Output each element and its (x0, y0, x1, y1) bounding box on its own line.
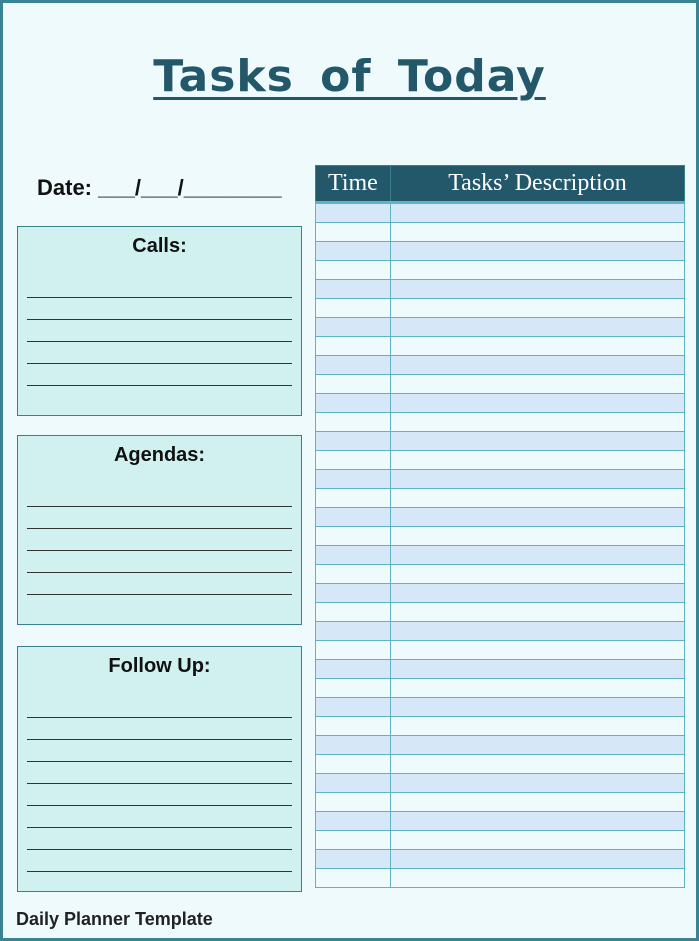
description-cell[interactable] (390, 869, 684, 888)
writing-line[interactable] (27, 364, 292, 386)
writing-line[interactable] (27, 828, 292, 850)
writing-line[interactable] (27, 342, 292, 364)
writing-line[interactable] (27, 298, 292, 320)
time-cell[interactable] (316, 394, 391, 413)
table-row (316, 565, 685, 584)
description-cell[interactable] (390, 736, 684, 755)
table-row (316, 812, 685, 831)
table-row (316, 603, 685, 622)
time-cell[interactable] (316, 280, 391, 299)
time-cell[interactable] (316, 831, 391, 850)
table-row (316, 375, 685, 394)
table-row (316, 698, 685, 717)
writing-line[interactable] (27, 551, 292, 573)
writing-line[interactable] (27, 507, 292, 529)
table-row (316, 299, 685, 318)
description-cell[interactable] (390, 451, 684, 470)
table-row (316, 622, 685, 641)
time-cell[interactable] (316, 413, 391, 432)
writing-line[interactable] (27, 485, 292, 507)
footer-label: Daily Planner Template (16, 909, 213, 929)
time-cell[interactable] (316, 698, 391, 717)
description-cell[interactable] (390, 698, 684, 717)
table-row (316, 850, 685, 869)
description-column-header: Tasks’ Description (390, 166, 684, 203)
follow-up-heading: Follow Up: (108, 655, 211, 677)
agendas-lines (18, 485, 301, 595)
table-row (316, 755, 685, 774)
description-cell[interactable] (390, 755, 684, 774)
description-cell[interactable] (390, 679, 684, 698)
writing-line[interactable] (27, 762, 292, 784)
table-row (316, 261, 685, 280)
description-cell[interactable] (390, 432, 684, 451)
time-cell[interactable] (316, 203, 391, 223)
time-cell[interactable] (316, 850, 391, 869)
description-cell[interactable] (390, 223, 684, 242)
writing-line[interactable] (27, 696, 292, 718)
description-cell[interactable] (390, 831, 684, 850)
description-cell[interactable] (390, 203, 684, 223)
agendas-box (17, 435, 302, 625)
table-row (316, 736, 685, 755)
table-row (316, 432, 685, 451)
table-row (316, 242, 685, 261)
table-row (316, 774, 685, 793)
description-cell[interactable] (390, 280, 684, 299)
writing-line[interactable] (27, 850, 292, 872)
table-row (316, 394, 685, 413)
time-cell[interactable] (316, 337, 391, 356)
time-cell[interactable] (316, 318, 391, 337)
table-row (316, 413, 685, 432)
description-cell[interactable] (390, 356, 684, 375)
time-cell[interactable] (316, 679, 391, 698)
table-row (316, 717, 685, 736)
time-cell[interactable] (316, 660, 391, 679)
description-cell[interactable] (390, 489, 684, 508)
time-cell[interactable] (316, 603, 391, 622)
description-cell[interactable] (390, 470, 684, 489)
time-cell[interactable] (316, 641, 391, 660)
time-cell[interactable] (316, 793, 391, 812)
time-column-header: Time (316, 166, 391, 203)
description-cell[interactable] (390, 622, 684, 641)
time-cell[interactable] (316, 489, 391, 508)
table-row (316, 451, 685, 470)
calls-box (17, 226, 302, 416)
description-cell[interactable] (390, 337, 684, 356)
writing-line[interactable] (27, 320, 292, 342)
table-row (316, 831, 685, 850)
table-row (316, 356, 685, 375)
date-field[interactable]: Date: ___/___/________ (37, 175, 282, 200)
time-cell[interactable] (316, 375, 391, 394)
description-cell[interactable] (390, 261, 684, 280)
description-cell[interactable] (390, 527, 684, 546)
time-cell[interactable] (316, 261, 391, 280)
writing-line[interactable] (27, 573, 292, 595)
time-cell[interactable] (316, 546, 391, 565)
agendas-heading: Agendas: (113, 444, 206, 466)
description-cell[interactable] (390, 641, 684, 660)
task-rows (316, 203, 685, 888)
time-cell[interactable] (316, 584, 391, 603)
time-cell[interactable] (316, 223, 391, 242)
table-row (316, 280, 685, 299)
time-cell[interactable] (316, 812, 391, 831)
description-cell[interactable] (390, 565, 684, 584)
table-row (316, 470, 685, 489)
time-cell[interactable] (316, 717, 391, 736)
description-cell[interactable] (390, 603, 684, 622)
table-row (316, 641, 685, 660)
time-cell[interactable] (316, 622, 391, 641)
time-cell[interactable] (316, 356, 391, 375)
time-cell[interactable] (316, 755, 391, 774)
description-cell[interactable] (390, 660, 684, 679)
follow-up-lines (18, 696, 301, 872)
description-cell[interactable] (390, 242, 684, 261)
follow-up-box (17, 646, 302, 892)
time-cell[interactable] (316, 508, 391, 527)
description-cell[interactable] (390, 850, 684, 869)
calls-lines (18, 276, 301, 386)
writing-line[interactable] (27, 276, 292, 298)
description-cell[interactable] (390, 812, 684, 831)
description-cell[interactable] (390, 375, 684, 394)
tasks-table (315, 165, 685, 888)
description-cell[interactable] (390, 508, 684, 527)
table-row (316, 489, 685, 508)
time-cell[interactable] (316, 527, 391, 546)
table-row (316, 546, 685, 565)
table-row (316, 679, 685, 698)
description-cell[interactable] (390, 413, 684, 432)
table-row (316, 203, 685, 223)
description-cell[interactable] (390, 717, 684, 736)
writing-line[interactable] (27, 718, 292, 740)
writing-line[interactable] (27, 806, 292, 828)
time-cell[interactable] (316, 451, 391, 470)
time-cell[interactable] (316, 470, 391, 489)
table-header-row (316, 166, 685, 203)
writing-line[interactable] (27, 740, 292, 762)
writing-line[interactable] (27, 784, 292, 806)
table-row (316, 660, 685, 679)
description-cell[interactable] (390, 774, 684, 793)
description-cell[interactable] (390, 546, 684, 565)
table-row (316, 223, 685, 242)
time-cell[interactable] (316, 565, 391, 584)
description-cell[interactable] (390, 318, 684, 337)
time-cell[interactable] (316, 869, 391, 888)
time-cell[interactable] (316, 774, 391, 793)
time-cell[interactable] (316, 299, 391, 318)
description-cell[interactable] (390, 394, 684, 413)
table-row (316, 318, 685, 337)
table-row (316, 584, 685, 603)
time-cell[interactable] (316, 432, 391, 451)
writing-line[interactable] (27, 529, 292, 551)
table-row (316, 527, 685, 546)
description-cell[interactable] (390, 299, 684, 318)
description-cell[interactable] (390, 584, 684, 603)
table-row (316, 869, 685, 888)
table-row (316, 337, 685, 356)
calls-heading: Calls: (132, 235, 187, 257)
time-cell[interactable] (316, 736, 391, 755)
time-cell[interactable] (316, 242, 391, 261)
description-cell[interactable] (390, 793, 684, 812)
table-row (316, 793, 685, 812)
page-title: Tasks of Today (153, 51, 546, 102)
table-row (316, 508, 685, 527)
